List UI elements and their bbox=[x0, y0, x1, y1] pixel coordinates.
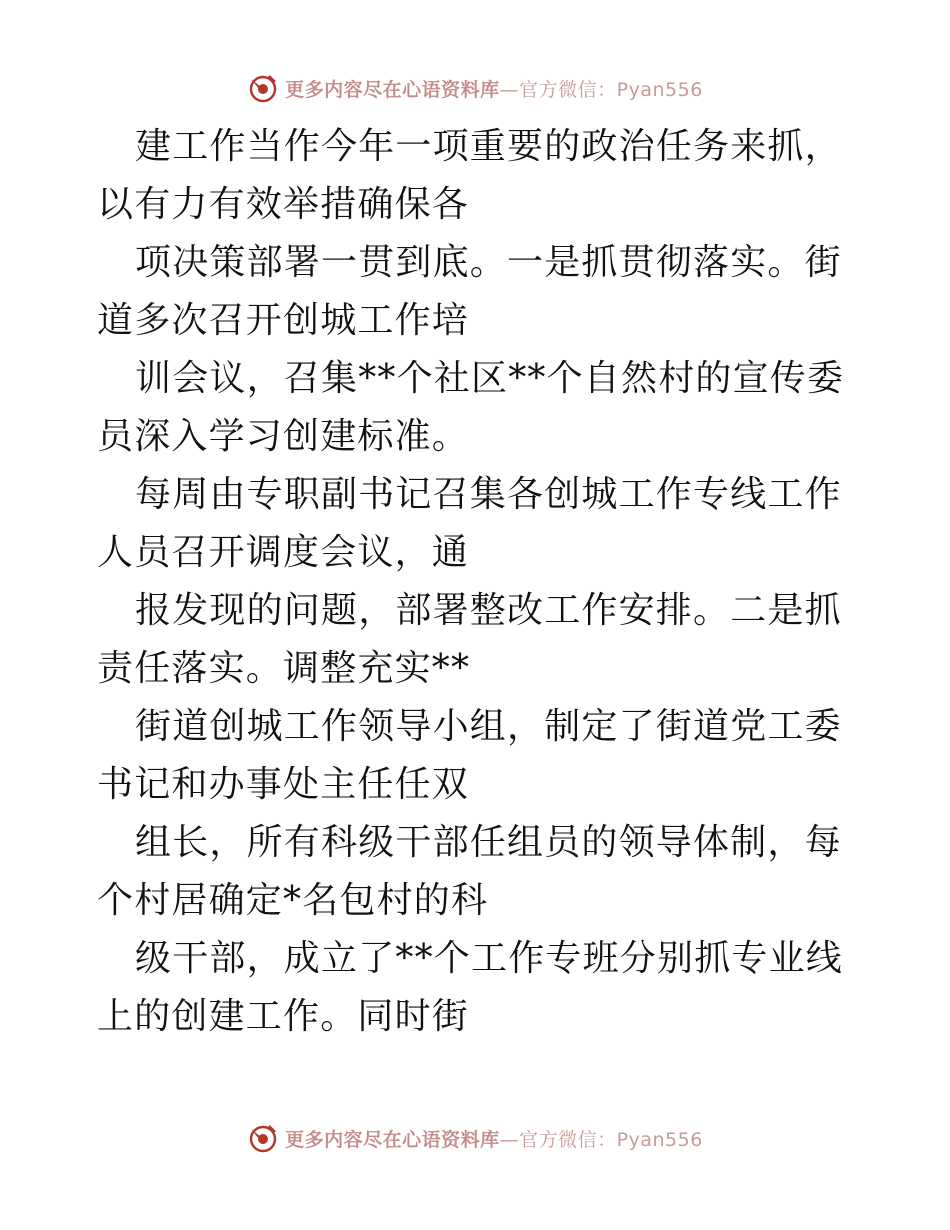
paragraph: 报发现的问题，部署整改工作安排。二是抓责任落实。调整充实** bbox=[97, 590, 842, 689]
paragraph: 组长，所有科级干部任组员的领导体制，每个村居确定*名包村的科 bbox=[97, 822, 842, 921]
watermark-text bbox=[285, 75, 703, 102]
watermark-wechat: —官方微信：Pyan556 bbox=[499, 78, 703, 101]
paragraph: 训会议，召集**个社区**个自然村的宣传委员深入学习创建标准。 bbox=[97, 358, 845, 457]
paragraph: 项决策部署一贯到底。一是抓贯彻落实。街道多次召开创城工作培 bbox=[97, 242, 842, 341]
brand-logo-icon bbox=[247, 72, 279, 104]
brand-logo-icon bbox=[247, 1122, 279, 1154]
paragraph: 每周由专职副书记召集各创城工作专线工作人员召开调度会议，通 bbox=[97, 474, 842, 573]
paragraph: 级干部，成立了**个工作专班分别抓专业线上的创建工作。同时街 bbox=[97, 938, 844, 1037]
header-watermark bbox=[0, 72, 950, 104]
paragraph: 建工作当作今年一项重要的政治任务来抓，以有力有效举措确保各 bbox=[97, 126, 842, 225]
watermark-text bbox=[285, 1125, 703, 1152]
watermark-brand: 更多内容尽在心语资料库 bbox=[285, 78, 500, 101]
paragraph: 街道创城工作领导小组，制定了街道党工委书记和办事处主任任双 bbox=[97, 706, 842, 805]
watermark-wechat: —官方微信：Pyan556 bbox=[499, 1128, 703, 1151]
footer-watermark bbox=[0, 1122, 950, 1154]
document-body bbox=[97, 118, 857, 1046]
watermark-brand: 更多内容尽在心语资料库 bbox=[285, 1128, 500, 1151]
